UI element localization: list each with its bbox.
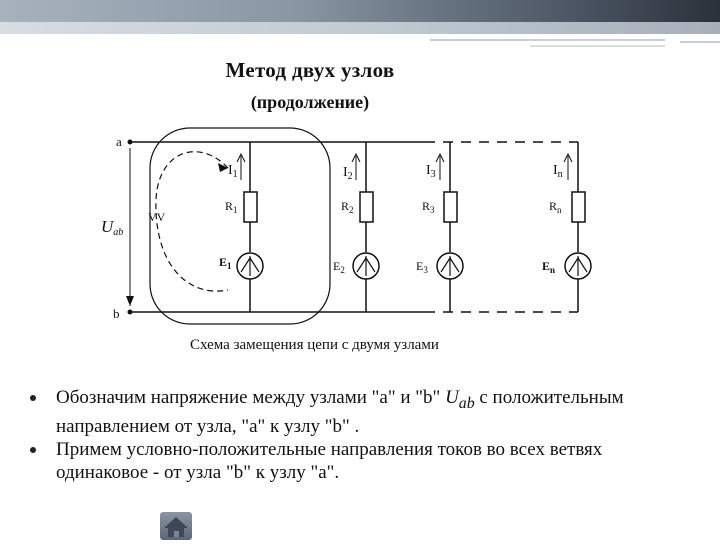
bullet-text: Примем условно-положительные направления токов во всех ветвях одинаковое - от узла "b" к узлу "a".: [56, 438, 603, 483]
current-label-2: $I_2$: [343, 165, 353, 182]
diagram-caption: Схема замещения цепи с двумя узлами: [190, 337, 439, 353]
bullet-text-after: с положительным направлением от узла, "a" к узлу "b" .: [56, 387, 624, 437]
bullet-text-before: Обозначим напряжение между узлами "a" и "b": [56, 387, 441, 408]
node-b-dot: [128, 310, 133, 315]
resistor-n: [572, 192, 585, 222]
current-label-1: $I_1$: [228, 163, 238, 180]
bullet-item: [28, 386, 698, 438]
source-label-1: $E_1$: [219, 255, 232, 271]
home-icon: [160, 512, 192, 540]
resistor-label-2: $R_2$: [341, 199, 354, 215]
bullet-item: [28, 438, 698, 484]
bullet-dot: [30, 447, 36, 453]
source-label-2: $E_2$: [333, 259, 345, 275]
resistor-1: [244, 192, 257, 222]
node-a-label: a: [116, 134, 122, 149]
resistor-label-3: $R_3$: [422, 199, 435, 215]
voltage-arrowhead: [126, 296, 134, 306]
source-label-n: $E_n$: [542, 259, 556, 275]
branch-3: [416, 142, 463, 312]
resistor-label-n: $R_n$: [549, 199, 562, 215]
node-a-dot: [128, 140, 133, 145]
resistor-label-1: $R_1$: [225, 199, 238, 215]
bullet-list: [28, 386, 698, 484]
branch-2: [333, 142, 379, 312]
voltage-label: Uab: [101, 217, 124, 238]
slide-title: Метод двух узлов: [225, 58, 395, 82]
resistor-2: [360, 192, 373, 222]
node-b-label: b: [113, 306, 120, 321]
home-button[interactable]: [160, 512, 192, 540]
loop-contour: [150, 128, 330, 324]
loop-mark: VV: [148, 210, 166, 224]
bullet-dot: [30, 395, 36, 401]
slide-subtitle: (продолжение): [250, 92, 370, 112]
loop-arrowhead: [218, 163, 228, 172]
branch-n: [542, 142, 591, 312]
voltage-symbol: $U_{ab}$: [445, 387, 475, 412]
current-label-3: $I_3$: [426, 163, 436, 180]
current-label-n: $I_n$: [553, 163, 563, 180]
loop-direction-arc: [156, 152, 228, 291]
resistor-3: [444, 192, 457, 222]
source-label-3: $E_3$: [416, 259, 428, 275]
